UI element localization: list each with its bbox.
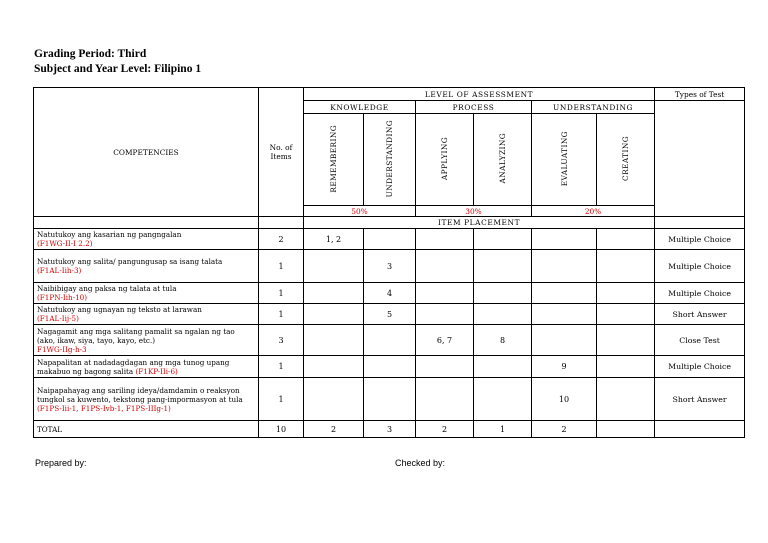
- evaluating-cell: [532, 304, 597, 325]
- total-applying: 2: [416, 421, 474, 438]
- remembering-cell: [304, 283, 364, 304]
- evaluating-header: EVALUATING: [532, 114, 597, 206]
- remembering-cell: [304, 356, 364, 378]
- applying-header: APPLYING: [416, 114, 474, 206]
- total-row: [34, 421, 745, 438]
- competency-cell: Napapalitan at nadadagdagan ang mga tunog upang makabuo ng bagong salita (F1KP-IIi-6): [34, 356, 259, 378]
- placement-blank-1: [34, 217, 259, 229]
- analyzing-cell: [474, 304, 532, 325]
- remembering-header: REMEMBERING: [304, 114, 364, 206]
- competency-cell: Natutukoy ang ugnayan ng teksto at larawan (F1AL-Iij-5): [34, 304, 259, 325]
- remembering-cell: [304, 378, 364, 421]
- subject-year-level: Subject and Year Level: Filipino 1: [34, 63, 202, 75]
- test-type-cell: Multiple Choice: [655, 229, 745, 250]
- analyzing-cell: 8: [474, 325, 532, 356]
- placement-blank-2: [259, 217, 304, 229]
- test-type-cell: Multiple Choice: [655, 356, 745, 378]
- total-analyzing: 1: [474, 421, 532, 438]
- table-of-specifications: [33, 87, 745, 438]
- test-type-cell: Multiple Choice: [655, 250, 745, 283]
- creating-cell: [597, 229, 655, 250]
- total-understanding: 3: [364, 421, 416, 438]
- table-row: [34, 250, 745, 283]
- analyzing-header: ANALYZING: [474, 114, 532, 206]
- applying-cell: [416, 378, 474, 421]
- remembering-cell: 1, 2: [304, 229, 364, 250]
- items-header-line2: Items: [270, 152, 292, 161]
- remembering-cell: [304, 304, 364, 325]
- understanding-group-header: UNDERSTANDING: [532, 101, 655, 114]
- types-blank: [655, 101, 745, 217]
- items-cell: 1: [259, 304, 304, 325]
- process-percent: 30%: [416, 206, 532, 217]
- analyzing-cell: [474, 250, 532, 283]
- applying-cell: [416, 304, 474, 325]
- total-items: 10: [259, 421, 304, 438]
- evaluating-cell: 10: [532, 378, 597, 421]
- creating-cell: [597, 250, 655, 283]
- test-type-cell: Close Test: [655, 325, 745, 356]
- creating-header: CREATING: [597, 114, 655, 206]
- understanding-header: UNDERSTANDING: [364, 114, 416, 206]
- evaluating-cell: [532, 229, 597, 250]
- items-cell: 1: [259, 378, 304, 421]
- competency-cell: Natutukoy ang kasarian ng pangngalan (F1WG-II-I 2.2): [34, 229, 259, 250]
- understanding-cell: 4: [364, 283, 416, 304]
- applying-cell: [416, 283, 474, 304]
- applying-cell: [416, 229, 474, 250]
- creating-cell: [597, 356, 655, 378]
- total-label: TOTAL: [34, 421, 259, 438]
- items-cell: 1: [259, 250, 304, 283]
- remembering-cell: [304, 250, 364, 283]
- level-of-assessment-header: LEVEL OF ASSESSMENT: [304, 88, 655, 101]
- total-evaluating: 2: [532, 421, 597, 438]
- understanding-cell: 3: [364, 250, 416, 283]
- understanding-cell: [364, 229, 416, 250]
- items-cell: 3: [259, 325, 304, 356]
- knowledge-percent: 50%: [304, 206, 416, 217]
- creating-cell: [597, 304, 655, 325]
- prepared-by-label: Prepared by:: [35, 458, 87, 468]
- competency-cell: Nagagamit ang mga salitang pamalit sa ngalan ng tao (ako, ikaw, siya, tayo, kayo, etc.) F1WG-IIg-h-3: [34, 325, 259, 356]
- total-creating: [597, 421, 655, 438]
- evaluating-cell: [532, 283, 597, 304]
- evaluating-cell: [532, 325, 597, 356]
- items-cell: 2: [259, 229, 304, 250]
- knowledge-header: KNOWLEDGE: [304, 101, 416, 114]
- understanding-cell: [364, 325, 416, 356]
- understanding-cell: 5: [364, 304, 416, 325]
- competency-cell: Natutukoy ang salita/ pangungusap sa isang talata (F1AL-Iih-3): [34, 250, 259, 283]
- understanding-percent: 20%: [532, 206, 655, 217]
- table-row: [34, 325, 745, 356]
- analyzing-cell: [474, 378, 532, 421]
- table-row: [34, 283, 745, 304]
- grading-period: Grading Period: Third: [34, 48, 147, 60]
- analyzing-cell: [474, 229, 532, 250]
- creating-cell: [597, 283, 655, 304]
- applying-cell: [416, 356, 474, 378]
- table-row: [34, 304, 745, 325]
- competencies-header: COMPETENCIES: [34, 88, 259, 217]
- types-of-test-header: Types of Test: [655, 88, 745, 101]
- understanding-cell: [364, 378, 416, 421]
- competency-cell: Naipapahayag ang sariling ideya/damdamin o reaksyon tungkol sa kuwento, tekstong pang-impormasyon at tula (F1PS-Iii-1, F1PS-Ivb-1, F1PS-IIIg-1): [34, 378, 259, 421]
- competency-cell: Naibibigay ang paksa ng talata at tula (F1PN-Iih-10): [34, 283, 259, 304]
- applying-cell: [416, 250, 474, 283]
- table-row: [34, 229, 745, 250]
- evaluating-cell: [532, 250, 597, 283]
- process-header: PROCESS: [416, 101, 532, 114]
- total-remembering: 2: [304, 421, 364, 438]
- total-type-blank: [655, 421, 745, 438]
- items-cell: 1: [259, 356, 304, 378]
- understanding-cell: [364, 356, 416, 378]
- items-header-line1: No. of: [269, 143, 293, 152]
- test-type-cell: Multiple Choice: [655, 283, 745, 304]
- table-row: [34, 378, 745, 421]
- creating-cell: [597, 378, 655, 421]
- evaluating-cell: 9: [532, 356, 597, 378]
- items-cell: 1: [259, 283, 304, 304]
- item-placement-header: ITEM PLACEMENT: [304, 217, 655, 229]
- table-row: [34, 356, 745, 378]
- items-header: [259, 88, 304, 217]
- test-type-cell: Short Answer: [655, 378, 745, 421]
- applying-cell: 6, 7: [416, 325, 474, 356]
- analyzing-cell: [474, 356, 532, 378]
- placement-blank-3: [655, 217, 745, 229]
- test-type-cell: Short Answer: [655, 304, 745, 325]
- checked-by-label: Checked by:: [395, 458, 446, 468]
- remembering-cell: [304, 325, 364, 356]
- analyzing-cell: [474, 283, 532, 304]
- creating-cell: [597, 325, 655, 356]
